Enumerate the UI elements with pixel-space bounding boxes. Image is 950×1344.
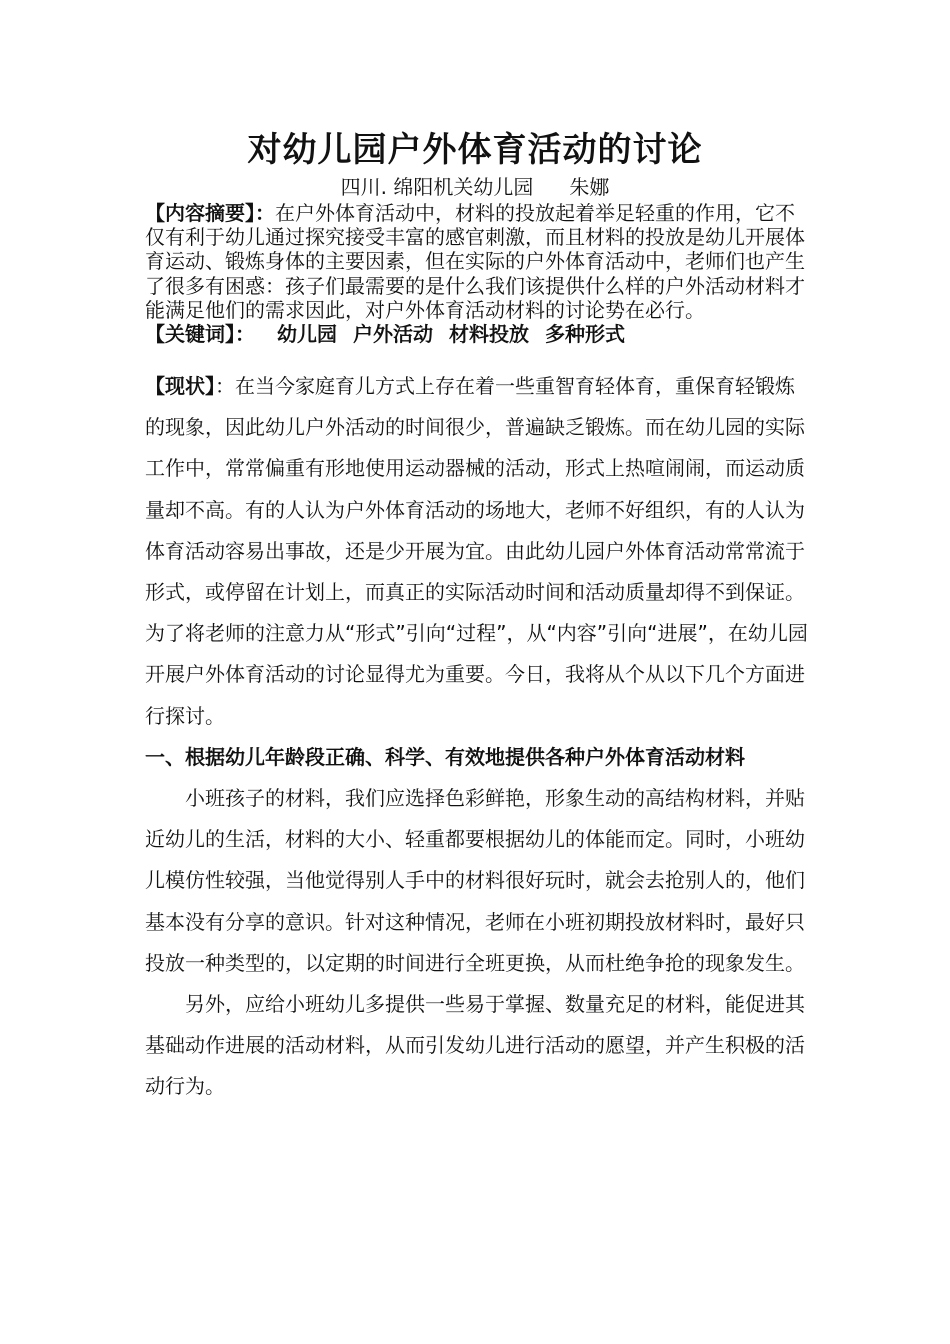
keyword: 材料投放 xyxy=(449,322,529,347)
document-title: 对幼儿园户外体育活动的讨论 xyxy=(247,130,703,170)
abstract-section xyxy=(145,201,810,346)
body-paragraph: 另外，应给小班幼儿多提供一些易于掌握、数量充足的材料，能促进其基础动作进展的活动材料，从而引发幼儿进行活动的愿望，并产生积极的活动行为。 xyxy=(145,992,805,1099)
author-organization: 四川. 绵阳机关幼儿园 xyxy=(340,175,534,199)
keywords-label: 【关键词】： xyxy=(145,322,255,347)
status-label: 【现状】 xyxy=(145,374,215,398)
keyword: 多种形式 xyxy=(545,322,625,347)
status-text: ：在当今家庭育儿方式上存在着一些重智育轻体育，重保育轻锻炼的现象，因此幼儿户外活动的时间很少，普遍缺乏锻炼。而在幼儿园的实际工作中，常常偏重有形地使用运动器械的活动，形式上热喧闹闹，而运动质量却不高。有的人认为户外体育活动的场地大，老师不好组织，有的人认为体育活动容易出事故，还是少开展为宜。由此幼儿园户外体育活动常常流于形式，或停留在计划上，而真正的实际活动时间和活动质量却得不到保证。为了将老师的注意力从“形式”引向“过程”，从“内容”引向“进展”，在幼儿园开展户外体育活动的讨论显得尤为重要。今日，我将从个从以下几个方面进行探讨。 xyxy=(145,374,808,728)
keyword: 户外活动 xyxy=(353,322,433,347)
author-name: 朱娜 xyxy=(569,175,610,199)
keyword: 幼儿园 xyxy=(277,322,337,347)
status-paragraph xyxy=(145,366,810,737)
author-line xyxy=(0,175,950,199)
body-paragraph: 小班孩子的材料，我们应选择色彩鲜艳，形象生动的高结构材料，并贴近幼儿的生活，材料的大小、轻重都要根据幼儿的体能而定。同时，小班幼儿模仿性较强，当他觉得别人手中的材料很好玩时，就会去抢别人的，他们基本没有分享的意识。针对这种情况，老师在小班初期投放材料时，最好只投放一种类型的，以定期的时间进行全班更换，从而杜绝争抢的现象发生。 xyxy=(145,786,805,975)
abstract-label: 【内容摘要】： xyxy=(145,201,275,225)
abstract-text: 在户外体育活动中，材料的投放起着举足轻重的作用，它不仅有利于幼儿通过探究接受丰富的感官刺激，而且材料的投放是幼儿开展体育运动、锻炼身体的主要因素，但在实际的户外体育活动中，老师们也产生了很多有困惑：孩子们最需要的是什么我们该提供什么样的户外活动材料才能满足他们的需求因此，对户外体育活动材料的讨论势在必行。 xyxy=(145,201,805,322)
keywords-line xyxy=(145,322,810,346)
status-section xyxy=(145,366,810,1108)
section-heading: 一、根据幼儿年龄段正确、科学、有效地提供各种户外体育活动材料 xyxy=(145,744,745,769)
abstract-paragraph xyxy=(145,201,810,322)
